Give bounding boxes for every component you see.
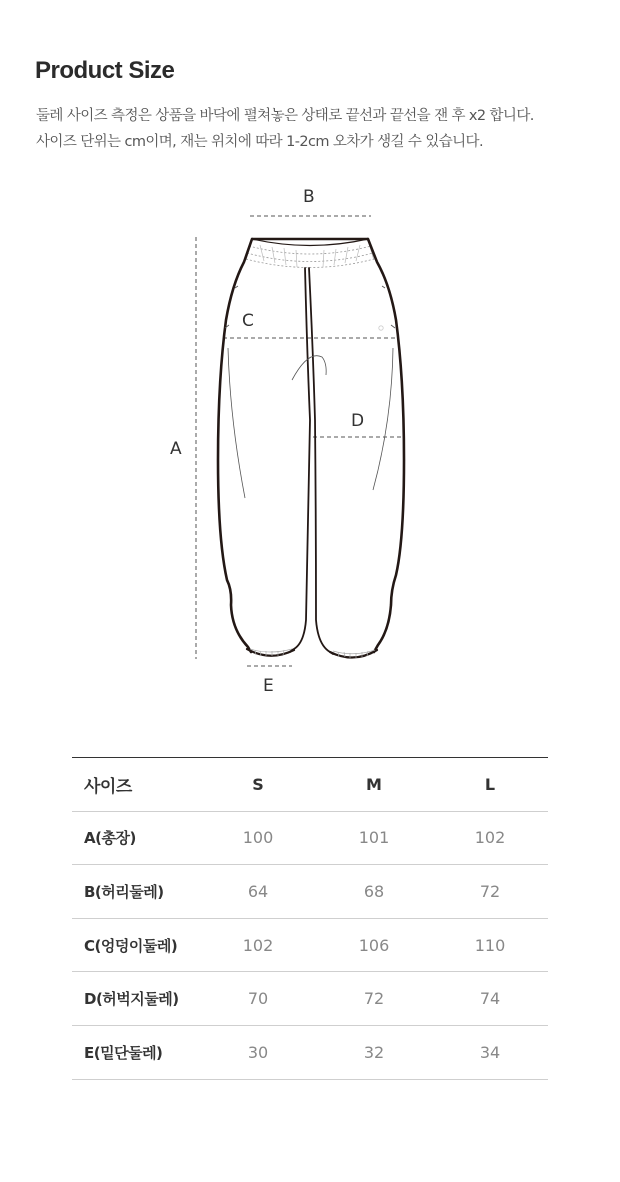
value-cell: 68 — [316, 865, 432, 919]
value-cell: 102 — [200, 918, 316, 972]
description-line-1: 둘레 사이즈 측정은 상품을 바닥에 펼쳐놓은 상태로 끝선과 끝선을 잰 후 x2 합니다. — [36, 108, 534, 124]
row-label: D(허벅지둘레) — [72, 972, 200, 1026]
label-d: D — [351, 411, 365, 431]
row-label: A(총장) — [72, 811, 200, 865]
value-cell: 106 — [316, 918, 432, 972]
value-cell: 74 — [432, 972, 548, 1026]
size-header-m: M — [316, 758, 432, 812]
waistband — [246, 239, 374, 268]
value-cell: 70 — [200, 972, 316, 1026]
row-label: C(엉덩이둘레) — [72, 918, 200, 972]
measurement-guides — [196, 216, 405, 666]
value-cell: 100 — [200, 811, 316, 865]
label-e: E — [263, 676, 274, 696]
row-label: B(허리둘레) — [72, 865, 200, 919]
label-b: B — [303, 187, 315, 207]
table-row — [72, 918, 548, 972]
size-header-s: S — [200, 758, 316, 812]
size-description — [36, 103, 534, 155]
table-row — [72, 811, 548, 865]
value-cell: 72 — [316, 972, 432, 1026]
size-header-label: 사이즈 — [72, 758, 200, 812]
description-line-2: 사이즈 단위는 cm이며, 재는 위치에 따라 1-2cm 오차가 생길 수 있습니다. — [36, 134, 483, 150]
page-title: Product Size — [35, 57, 175, 84]
value-cell: 32 — [316, 1025, 432, 1079]
label-c: C — [242, 311, 254, 331]
table-row — [72, 1025, 548, 1079]
value-cell: 101 — [316, 811, 432, 865]
row-label: E(밑단둘레) — [72, 1025, 200, 1079]
size-header-l: L — [432, 758, 548, 812]
label-a: A — [170, 439, 182, 459]
value-cell: 34 — [432, 1025, 548, 1079]
value-cell: 64 — [200, 865, 316, 919]
pants-outer-outline — [218, 239, 404, 658]
value-cell: 110 — [432, 918, 548, 972]
value-cell: 30 — [200, 1025, 316, 1079]
table-row — [72, 972, 548, 1026]
value-cell: 72 — [432, 865, 548, 919]
pants-measurement-diagram — [0, 170, 620, 710]
size-table-header — [72, 758, 548, 812]
size-table — [72, 757, 548, 1080]
table-row — [72, 865, 548, 919]
pants-outline-illustration — [0, 170, 620, 710]
value-cell: 102 — [432, 811, 548, 865]
